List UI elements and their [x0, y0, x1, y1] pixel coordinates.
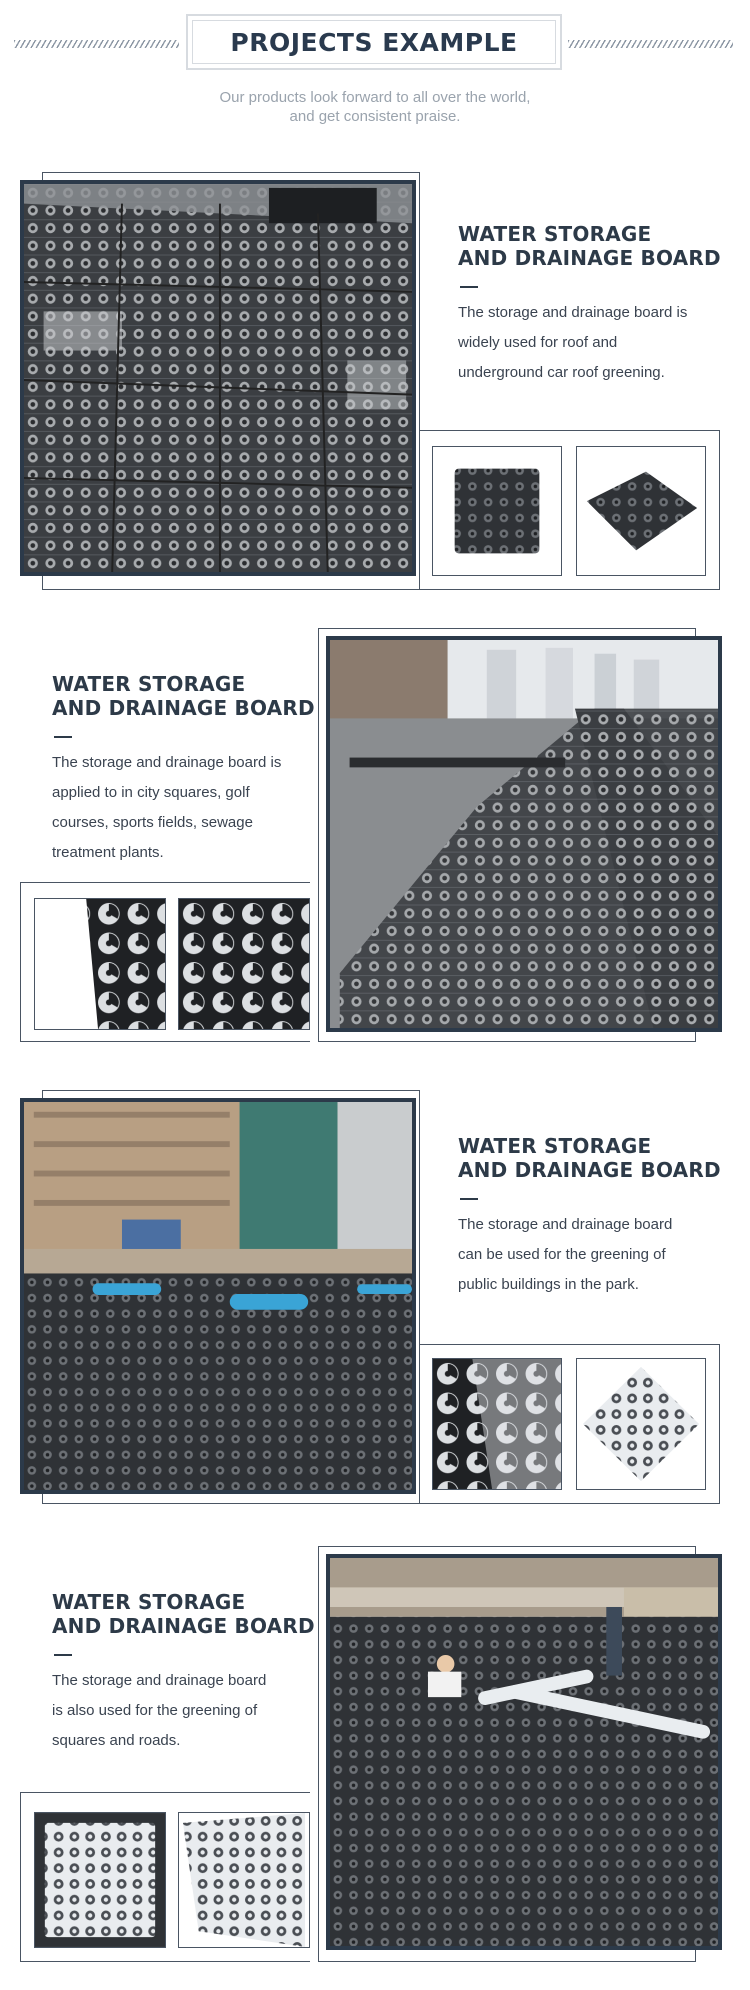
subtitle-line-1: Our products look forward to all over the world, [219, 89, 531, 106]
section-4-dash [54, 1654, 72, 1656]
section-1-desc-line-1: The storage and drainage board is [458, 304, 688, 321]
section-2-desc-line-4: treatment plants. [52, 844, 164, 861]
section-3-thumb-board-stack [432, 1358, 562, 1490]
section-4-thumb-white-board-angle [178, 1812, 310, 1948]
section-2-desc-line-3: courses, sports fields, sewage [52, 814, 253, 831]
section-1-desc-line-2: widely used for roof and [458, 334, 618, 351]
section-1-dash [460, 286, 478, 288]
section-4-title-line-2: AND DRAINAGE BOARD [52, 1614, 315, 1638]
section-1-title-line-2: AND DRAINAGE BOARD [458, 246, 721, 270]
section-4-desc-line-3: squares and roads. [52, 1732, 181, 1749]
section-3-title-line-1: WATER STORAGE [458, 1134, 652, 1158]
section-2-thumb-board-edge [34, 898, 166, 1030]
section-3-dash [460, 1198, 478, 1200]
header-hatch-right [568, 40, 733, 48]
subtitle-line-2: and get consistent praise. [289, 108, 461, 125]
page-title: PROJECTS EXAMPLE [230, 27, 518, 57]
section-3-desc-line-3: public buildings in the park. [458, 1276, 639, 1293]
section-4-title-line-1: WATER STORAGE [52, 1590, 246, 1614]
title-box [186, 14, 562, 70]
public-building-greening-photo [20, 1098, 416, 1494]
section-3-thumb-board-diamond [576, 1358, 706, 1490]
section-2-dash [54, 736, 72, 738]
section-1-thumb-board-front [432, 446, 562, 576]
section-2-thumb-board-closeup [178, 898, 310, 1030]
section-2-desc-line-1: The storage and drainage board is [52, 754, 282, 771]
section-4-desc-line-1: The storage and drainage board [52, 1672, 267, 1689]
section-4-thumb-white-board [34, 1812, 166, 1948]
section-1-thumb-board-angle [576, 446, 706, 576]
section-1-title-line-1: WATER STORAGE [458, 222, 652, 246]
section-3-desc-line-1: The storage and drainage board [458, 1216, 673, 1233]
section-3-desc-line-2: can be used for the greening of [458, 1246, 666, 1263]
header-hatch-left [14, 40, 179, 48]
section-2-title-line-2: AND DRAINAGE BOARD [52, 696, 315, 720]
section-3-title-line-2: AND DRAINAGE BOARD [458, 1158, 721, 1182]
section-4-desc-line-2: is also used for the greening of [52, 1702, 258, 1719]
section-1-desc-line-3: underground car roof greening. [458, 364, 665, 381]
section-2-title-line-1: WATER STORAGE [52, 672, 246, 696]
roof-drainage-board-photo [20, 180, 416, 576]
square-road-greening-photo [326, 1554, 722, 1950]
city-square-drainage-photo [326, 636, 722, 1032]
section-2-desc-line-2: applied to in city squares, golf [52, 784, 250, 801]
